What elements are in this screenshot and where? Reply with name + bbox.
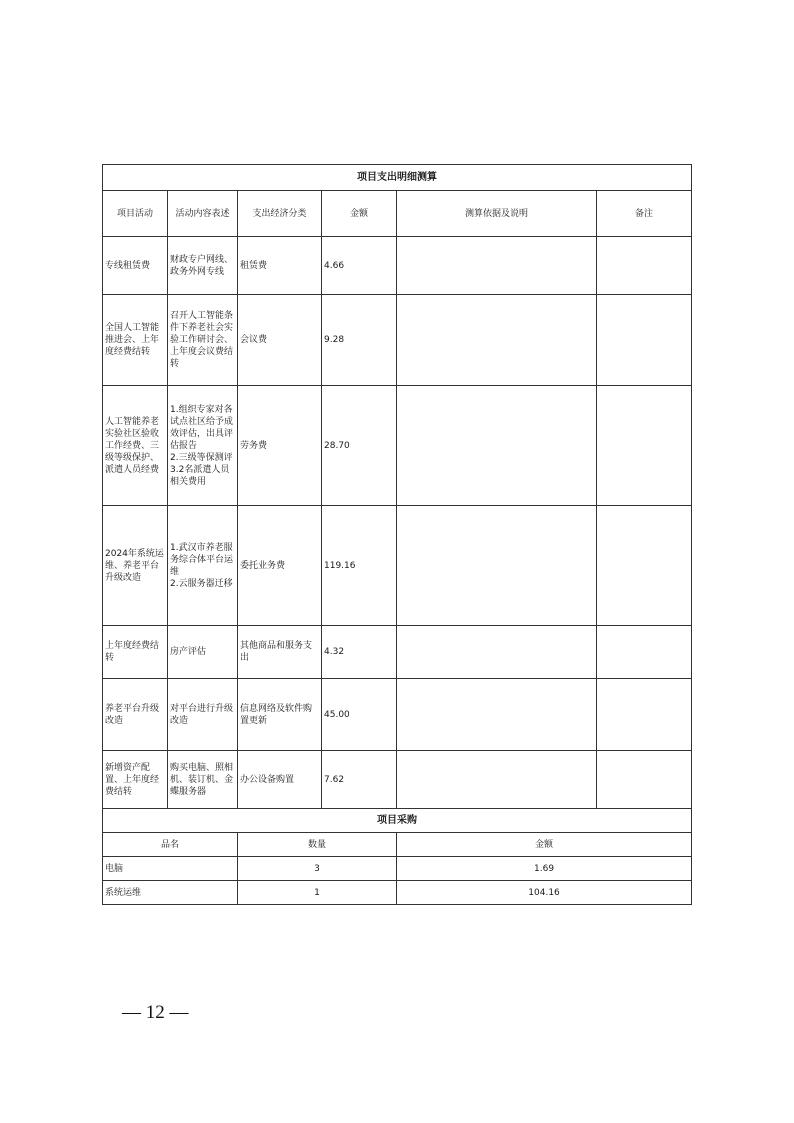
row-note <box>597 751 692 809</box>
row-category: 办公设备购置 <box>238 751 322 809</box>
header-note: 备注 <box>597 191 692 237</box>
row-basis <box>397 506 597 626</box>
item-quantity: 1 <box>238 881 397 905</box>
row-amount: 119.16 <box>322 506 397 626</box>
budget-header-row <box>103 191 692 237</box>
row-basis <box>397 626 597 679</box>
row-basis <box>397 386 597 506</box>
budget-title: 项目支出明细测算 <box>103 165 692 191</box>
row-content: 房产评估 <box>168 626 238 679</box>
budget-detail-table <box>102 164 692 905</box>
row-amount: 28.70 <box>322 386 397 506</box>
row-category: 信息网络及软件购置更新 <box>238 679 322 751</box>
table-row <box>103 881 692 905</box>
table-row <box>103 506 692 626</box>
row-activity: 全国人工智能推进会、上年度经费结转 <box>103 295 168 386</box>
row-content: 1.武汉市养老服务综合体平台运维 2.云服务器迁移 <box>168 506 238 626</box>
item-amount: 104.16 <box>397 881 692 905</box>
table-row <box>103 751 692 809</box>
table-row <box>103 857 692 881</box>
header-amount: 金额 <box>322 191 397 237</box>
row-note <box>597 237 692 295</box>
row-category: 委托业务费 <box>238 506 322 626</box>
row-note <box>597 295 692 386</box>
row-basis <box>397 237 597 295</box>
row-note <box>597 626 692 679</box>
row-content: 财政专户网线、政务外网专线 <box>168 237 238 295</box>
item-quantity: 3 <box>238 857 397 881</box>
header-category: 支出经济分类 <box>238 191 322 237</box>
budget-title-row <box>103 165 692 191</box>
header-procure-amount: 金额 <box>397 833 692 857</box>
row-activity: 上年度经费结转 <box>103 626 168 679</box>
header-content: 活动内容表述 <box>168 191 238 237</box>
procurement-title: 项目采购 <box>103 809 692 833</box>
row-amount: 4.66 <box>322 237 397 295</box>
row-amount: 9.28 <box>322 295 397 386</box>
table-row <box>103 386 692 506</box>
header-item-name: 品名 <box>103 833 238 857</box>
header-activity: 项目活动 <box>103 191 168 237</box>
table-row <box>103 295 692 386</box>
row-activity: 人工智能养老实验社区验收工作经费、三级等级保护、派遣人员经费 <box>103 386 168 506</box>
row-activity: 养老平台升级改造 <box>103 679 168 751</box>
page-number: — 12 — <box>122 1002 189 1023</box>
row-activity: 新增资产配置、上年度经费结转 <box>103 751 168 809</box>
row-basis <box>397 751 597 809</box>
row-basis <box>397 295 597 386</box>
row-content: 1.组织专家对各试点社区给予成效评估，出具评估报告 2.三级等保测评 3.2名派遣人员相关费用 <box>168 386 238 506</box>
table-row <box>103 237 692 295</box>
row-category: 租赁费 <box>238 237 322 295</box>
row-content: 购买电脑、照相机、装订机、金蝶服务器 <box>168 751 238 809</box>
row-amount: 4.32 <box>322 626 397 679</box>
row-note <box>597 506 692 626</box>
row-amount: 45.00 <box>322 679 397 751</box>
table-row <box>103 679 692 751</box>
header-quantity: 数量 <box>238 833 397 857</box>
row-content: 召开人工智能条件下养老社会实验工作研讨会、上年度会议费结转 <box>168 295 238 386</box>
header-basis: 测算依据及说明 <box>397 191 597 237</box>
procurement-header-row <box>103 833 692 857</box>
row-activity: 专线租赁费 <box>103 237 168 295</box>
row-category: 会议费 <box>238 295 322 386</box>
item-name: 电脑 <box>103 857 238 881</box>
row-basis <box>397 679 597 751</box>
row-amount: 7.62 <box>322 751 397 809</box>
table-row <box>103 626 692 679</box>
row-note <box>597 386 692 506</box>
procurement-title-row <box>103 809 692 833</box>
row-note <box>597 679 692 751</box>
row-activity: 2024年系统运维、养老平台升级改造 <box>103 506 168 626</box>
row-category: 劳务费 <box>238 386 322 506</box>
item-name: 系统运维 <box>103 881 238 905</box>
row-category: 其他商品和服务支出 <box>238 626 322 679</box>
item-amount: 1.69 <box>397 857 692 881</box>
row-content: 对平台进行升级改造 <box>168 679 238 751</box>
